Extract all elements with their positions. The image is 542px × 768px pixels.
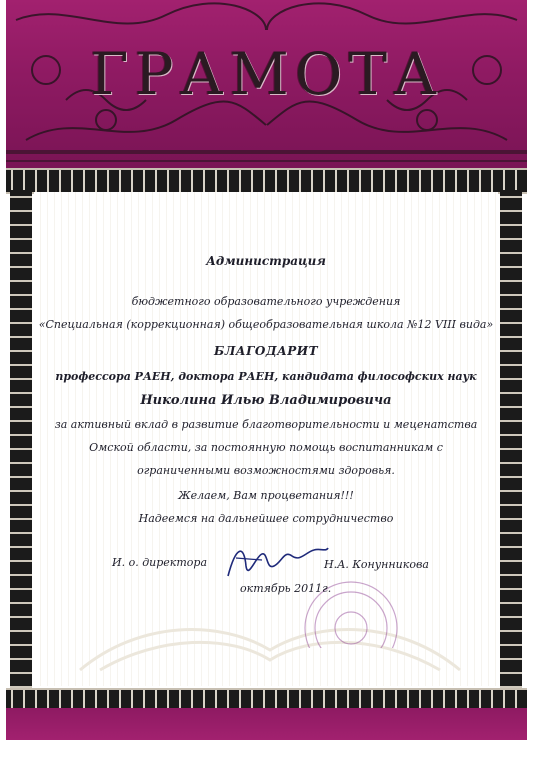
certificate-title: ГРАМОТА (90, 40, 443, 108)
director-signature (222, 536, 332, 586)
administration-line: Администрация (206, 254, 326, 268)
signatory-role: И. о. директора (112, 556, 208, 569)
thanks-line: БЛАГОДАРИТ (213, 344, 319, 358)
wreath-ornament (60, 610, 480, 680)
left-border (10, 190, 32, 690)
institution-line: бюджетного образовательного учреждения (131, 295, 401, 308)
school-line: «Специальная (коррекционная) общеобразовательная школа №12 VIII вида» (38, 318, 494, 331)
reason-line-3: ограниченными возможностями здоровья. (137, 464, 395, 477)
header-band (6, 0, 527, 168)
header-trim (6, 168, 527, 194)
footer-band (6, 708, 527, 740)
right-border (500, 190, 522, 690)
reason-line-1: за активный вклад в развитие благотворительности и меценатства (54, 418, 478, 431)
recipient-name: Николина Илью Владимировича (140, 393, 392, 408)
issue-date: октябрь 2011г. (240, 582, 332, 595)
recipient-titles: профессора РАЕН, доктора РАЕН, кандидата философских наук (55, 370, 477, 383)
footer-trim (6, 688, 527, 710)
reason-line-2: Омской области, за постоянную помощь воспитанникам с (89, 441, 443, 454)
hope-line: Надеемся на дальнейшее сотрудничество (138, 512, 394, 525)
wish-line: Желаем, Вам процветания!!! (178, 489, 354, 502)
signatory-name: Н.А. Конунникова (324, 558, 429, 571)
